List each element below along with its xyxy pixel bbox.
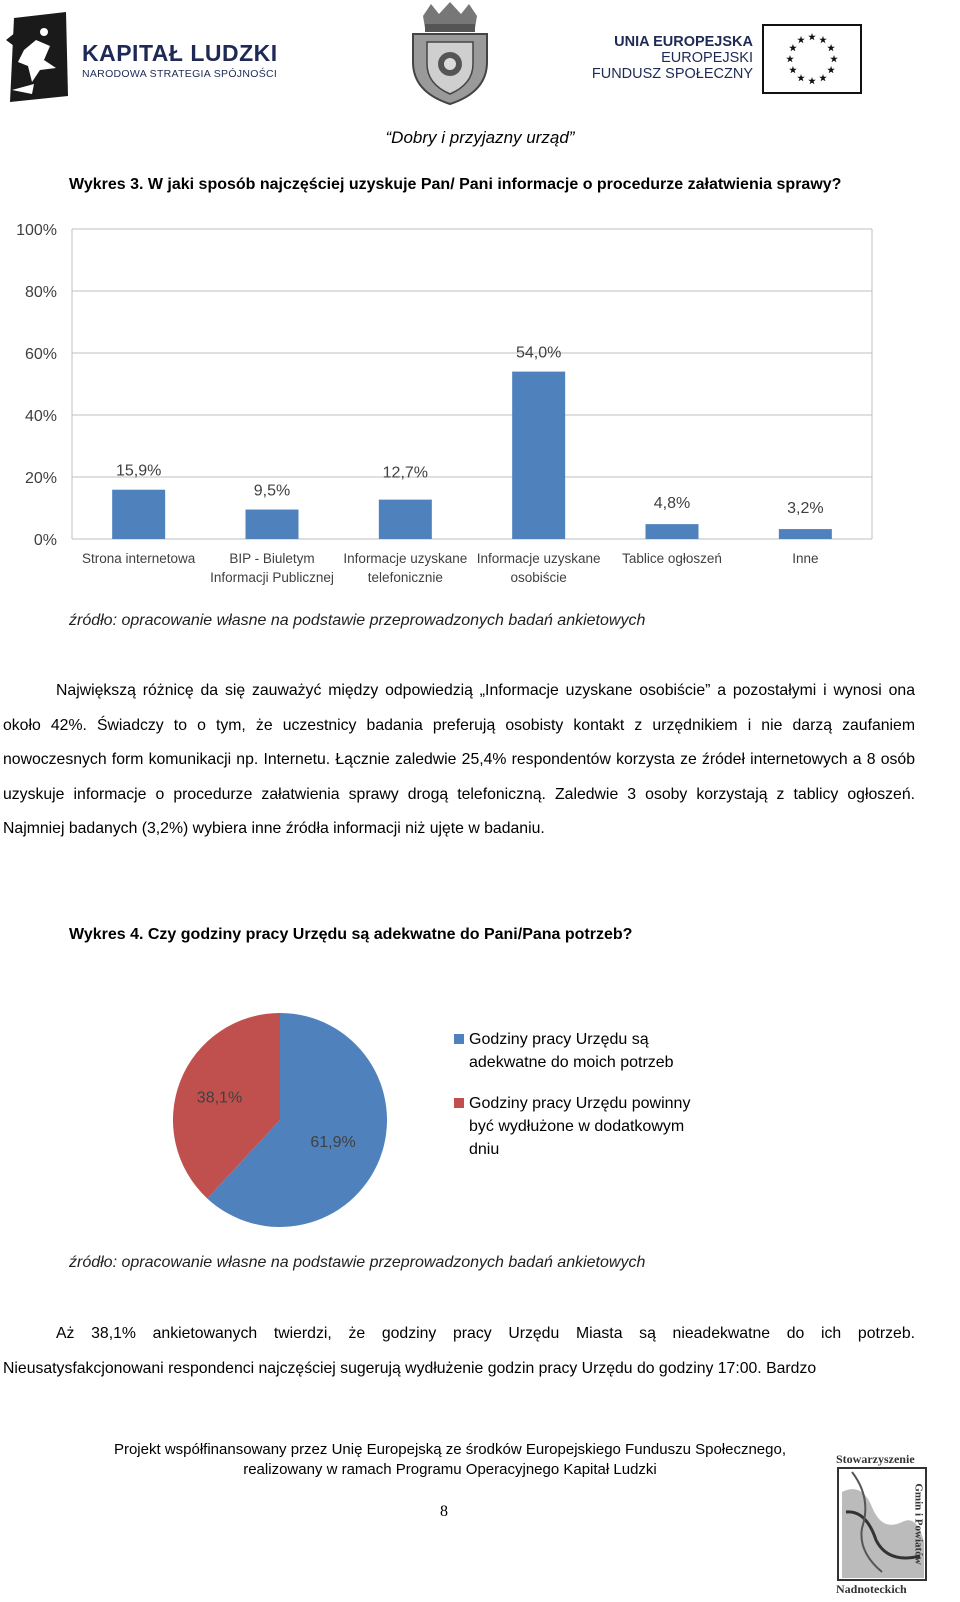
x-tick-label: Informacje uzyskane (343, 551, 468, 566)
legend-label: Godziny pracy Urzędu powinny (469, 1095, 691, 1112)
x-tick-label: Informacji Publicznej (210, 570, 334, 585)
bar (112, 490, 165, 539)
bar (379, 500, 432, 539)
bar (512, 372, 565, 539)
legend-label: Godziny pracy Urzędu są (469, 1031, 649, 1048)
y-tick-label: 40% (24, 408, 57, 425)
data-label: 9,5% (253, 482, 291, 500)
eu-line-2: EUROPEJSKI (661, 50, 753, 66)
chart3-caption: Wykres 3. W jaki sposób najczęściej uzyskuje Pan/ Pani informacje o procedurze załatwienia sprawy? (69, 176, 842, 193)
x-tick-label: Strona internetowa (82, 551, 196, 566)
coat-of-arms-icon (405, 2, 495, 107)
x-tick-label: Tablice ogłoszeń (622, 551, 722, 566)
y-tick-label: 60% (24, 346, 57, 363)
chart4-pie-chart (120, 1000, 920, 1260)
legend-label: adekwatne do moich potrzeb (469, 1054, 674, 1071)
kapital-ludzki-title: KAPITAŁ LUDZKI (82, 40, 278, 66)
x-tick-label: Informacje uzyskane (476, 551, 601, 566)
working-hours-paragraph (3, 1317, 915, 1386)
legend-swatch (454, 1098, 464, 1108)
bar (646, 524, 699, 539)
eu-flag-icon (762, 24, 862, 94)
chart3-source: źródło: opracowanie własne na podstawie przeprowadzonych badań ankietowych (69, 612, 646, 629)
chart4-caption: Wykres 4. Czy godziny pracy Urzędu są adekwatne do Pani/Pana potrzeb? (69, 926, 633, 943)
stowarzyszenie-logo (832, 1452, 952, 1602)
page-number: 8 (440, 1503, 448, 1520)
bar (779, 529, 832, 539)
pie-data-label: 61,9% (310, 1133, 356, 1151)
chart3-bar-chart (0, 205, 900, 605)
kapital-ludzki-subtitle: NARODOWA STRATEGIA SPÓJNOŚCI (82, 68, 278, 80)
y-tick-label: 80% (24, 284, 57, 301)
eu-logo (591, 20, 865, 100)
legend-swatch (454, 1034, 464, 1044)
pie-data-label: 38,1% (196, 1089, 243, 1107)
x-tick-label: Inne (792, 551, 819, 566)
legend-label: dniu (469, 1141, 500, 1158)
data-label: 54,0% (515, 344, 562, 362)
x-tick-label: osobiście (510, 570, 567, 585)
data-label: 15,9% (115, 462, 162, 480)
kapital-ludzki-emblem-icon (4, 10, 74, 105)
y-tick-label: 100% (16, 222, 57, 239)
footer-line-1: Projekt współfinansowany przez Unię Europejską ze środków Europejskiego Funduszu Społecznego, (113, 1441, 787, 1458)
stowarzyszenie-bottom-label: Nadnoteckich (836, 1582, 907, 1596)
kapital-ludzki-logo (0, 10, 278, 105)
bar (246, 510, 299, 539)
legend-label: być wydłużone w dodatkowym (469, 1118, 685, 1135)
x-tick-label: telefonicznie (367, 570, 443, 585)
analysis-paragraph (3, 674, 915, 847)
stowarzyszenie-map-icon (832, 1452, 952, 1602)
chart4-source: źródło: opracowanie własne na podstawie przeprowadzonych badań ankietowych (69, 1254, 646, 1271)
document-motto: “Dobry i przyjazny urząd” (385, 128, 575, 147)
stowarzyszenie-top-label: Stowarzyszenie (836, 1452, 915, 1466)
coat-of-arms-logo (405, 2, 495, 107)
footer-line-2: realizowany w ramach Programu Operacyjnego Kapitał Ludzki (243, 1461, 657, 1478)
eu-text-block (592, 34, 753, 82)
eu-line-3: FUNDUSZ SPOŁECZNY (591, 66, 753, 82)
project-footer (25, 1440, 875, 1480)
data-label: 4,8% (653, 495, 691, 513)
data-label: 3,2% (787, 500, 824, 518)
stowarzyszenie-side-label: Gmin i Powiatów (912, 1483, 925, 1565)
working-hours-paragraph-text: Aż 38,1% ankietowanych twierdzi, że godziny pracy Urzędu Miasta są nieadekwatne do ich potrzeb. Nieusatysfakcjonowani respondenci najczęściej sugerują wydłużenie godzin pracy Urzędu do godziny 17:00. Bardzo (3, 1325, 915, 1377)
y-tick-label: 20% (24, 470, 57, 487)
x-tick-label: BIP - Biuletym (229, 551, 315, 566)
data-label: 12,7% (382, 464, 429, 482)
analysis-paragraph-text: Największą różnicę da się zauważyć między odpowiedzią „Informacje uzyskane osobiście” a pozostałymi i wynosi ona około 42%. Świadczy to o tym, że uczestnicy badania preferują osobisty kontakt z urzędnikiem i nie darzą zaufaniem nowoczesnych form komunikacji np. Internetu. Łącznie zaledwie 25,4% respondentów korzysta ze źródeł internetowych a 8 osób uzyskuje informacje o procedurze załatwienia sprawy drogą telefoniczną. Zaledwie 3 osoby korzystają z tablicy ogłoszeń. Najmniej badanych (3,2%) wybiera inne źródła informacji niż ujęte w badaniu. (3, 682, 915, 837)
y-tick-label: 0% (33, 532, 57, 549)
eu-line-1: UNIA EUROPEJSKA (614, 34, 753, 50)
